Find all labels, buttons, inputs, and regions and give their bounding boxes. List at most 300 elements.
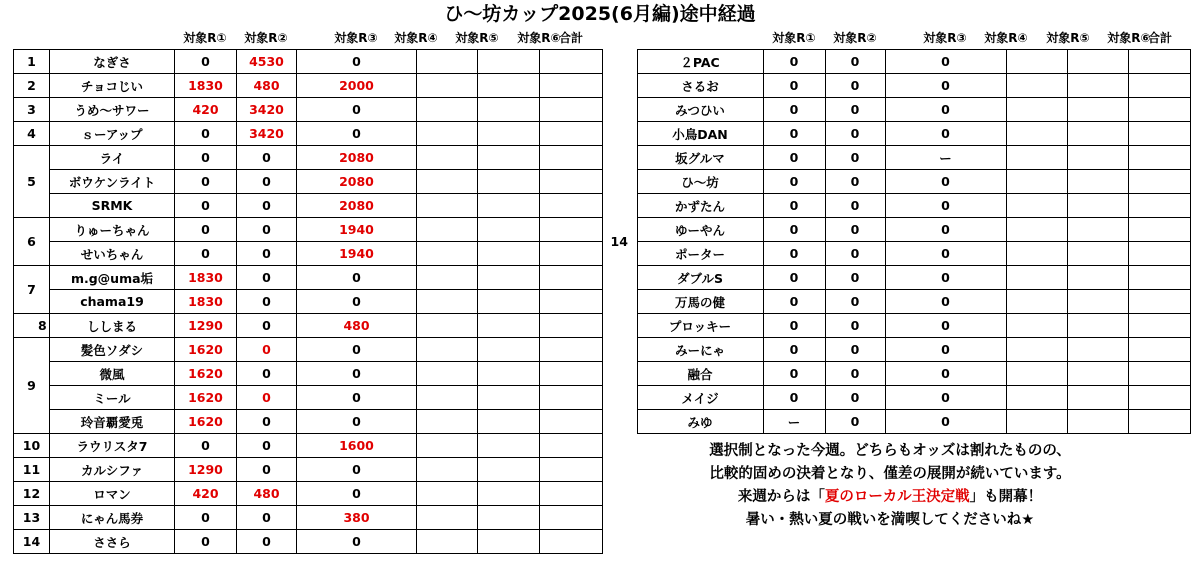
round-score: 0 — [297, 122, 417, 146]
right-header-total: 合計 — [1147, 31, 1172, 45]
player-name: みつひい — [637, 98, 763, 122]
round-score: 0 — [237, 170, 297, 194]
round-score: 0 — [237, 146, 297, 170]
rank-cell: 2 — [14, 74, 50, 98]
round-score — [478, 338, 540, 362]
round-score — [417, 194, 478, 218]
table-row — [602, 170, 1190, 194]
round-score: 0 — [885, 266, 1006, 290]
player-name: ポーター — [637, 242, 763, 266]
table-row — [14, 170, 603, 194]
round-score: 0 — [237, 530, 297, 554]
table-row — [602, 50, 1190, 74]
player-name: chama19 — [50, 290, 175, 314]
weekly-message — [605, 440, 1175, 548]
round-score — [1067, 362, 1128, 386]
round-score: 0 — [763, 146, 825, 170]
round-score: 0 — [885, 410, 1006, 434]
round-score — [1128, 74, 1190, 98]
player-name: ささら — [50, 530, 175, 554]
round-score — [417, 314, 478, 338]
rank-cell: 11 — [14, 458, 50, 482]
table-row — [14, 386, 603, 410]
rank-cell: 13 — [14, 506, 50, 530]
rank-cell: 1 — [14, 50, 50, 74]
round-score — [1067, 314, 1128, 338]
player-name: 微風 — [50, 362, 175, 386]
round-score: 0 — [175, 506, 237, 530]
round-score — [540, 242, 603, 266]
player-name: 万馬の健 — [637, 290, 763, 314]
table-row — [14, 218, 603, 242]
round-score — [1067, 290, 1128, 314]
left-header-total: 合計 — [558, 31, 583, 45]
round-score — [417, 266, 478, 290]
round-score — [478, 194, 540, 218]
round-score — [478, 362, 540, 386]
table-row — [602, 410, 1190, 434]
round-score — [1128, 290, 1190, 314]
table-row — [14, 482, 603, 506]
player-name: なぎさ — [50, 50, 175, 74]
round-score — [540, 314, 603, 338]
round-score: 0 — [175, 218, 237, 242]
round-score — [1006, 242, 1067, 266]
round-score — [478, 458, 540, 482]
player-name: 小鳥DAN — [637, 122, 763, 146]
round-score: 0 — [237, 314, 297, 338]
player-name: ダブルS — [637, 266, 763, 290]
player-name: メイジ — [637, 386, 763, 410]
table-row — [14, 242, 603, 266]
player-name: ミール — [50, 386, 175, 410]
right-header-r5: 対象R⑤ — [1046, 31, 1090, 45]
round-score: 0 — [763, 338, 825, 362]
round-score — [478, 314, 540, 338]
round-score — [540, 362, 603, 386]
table-row — [602, 266, 1190, 290]
round-score: 0 — [237, 266, 297, 290]
round-score: 0 — [297, 50, 417, 74]
round-score — [417, 338, 478, 362]
player-name: ラウリスタ7 — [50, 434, 175, 458]
round-score: 0 — [297, 362, 417, 386]
player-name: せいちゃん — [50, 242, 175, 266]
round-score — [540, 50, 603, 74]
round-score — [417, 74, 478, 98]
round-score — [540, 98, 603, 122]
round-score — [1067, 242, 1128, 266]
round-score: 0 — [825, 362, 885, 386]
round-score: 1620 — [175, 362, 237, 386]
right-header-r4: 対象R④ — [984, 31, 1028, 45]
round-score: 0 — [237, 290, 297, 314]
message-highlight: 夏のローカル王決定戦 — [824, 489, 970, 505]
player-name: ｓーアップ — [50, 122, 175, 146]
round-score: 0 — [763, 314, 825, 338]
round-score: 0 — [763, 362, 825, 386]
round-score: 0 — [175, 146, 237, 170]
message-line-3 — [605, 486, 1175, 509]
round-score — [1067, 266, 1128, 290]
round-score — [1128, 242, 1190, 266]
round-score: 0 — [825, 218, 885, 242]
round-score: 0 — [175, 194, 237, 218]
round-score — [1006, 50, 1067, 74]
left-header-r4: 対象R④ — [394, 31, 438, 45]
table-row — [14, 74, 603, 98]
round-score: 0 — [825, 98, 885, 122]
round-score: 0 — [825, 122, 885, 146]
round-score — [478, 506, 540, 530]
rank-cell: 8 — [14, 314, 50, 338]
round-score — [417, 122, 478, 146]
round-score — [1128, 314, 1190, 338]
round-score — [1128, 386, 1190, 410]
player-name: みゆ — [637, 410, 763, 434]
table-row — [602, 290, 1190, 314]
round-score — [417, 458, 478, 482]
round-score — [540, 338, 603, 362]
round-score — [417, 170, 478, 194]
message-line-4: 暑い・熱い夏の戦いを満喫してくださいね★ — [745, 512, 1035, 528]
round-score — [1067, 122, 1128, 146]
round-score: 0 — [763, 386, 825, 410]
round-score — [417, 434, 478, 458]
round-score: 480 — [297, 314, 417, 338]
player-name: SRMK — [50, 194, 175, 218]
round-score: 0 — [825, 314, 885, 338]
round-score — [540, 170, 603, 194]
player-name: にゃん馬券 — [50, 506, 175, 530]
table-row — [14, 314, 603, 338]
table-row — [14, 146, 603, 170]
round-score: 0 — [297, 386, 417, 410]
round-score — [478, 146, 540, 170]
round-score — [1067, 98, 1128, 122]
table-row — [602, 146, 1190, 170]
table-row — [602, 386, 1190, 410]
round-score: 0 — [825, 338, 885, 362]
player-name: プロッキー — [637, 314, 763, 338]
round-score: 0 — [885, 242, 1006, 266]
round-score: 0 — [763, 50, 825, 74]
round-score: 0 — [825, 290, 885, 314]
player-name: りゅーちゃん — [50, 218, 175, 242]
player-name: うめ～サワー — [50, 98, 175, 122]
round-score — [540, 434, 603, 458]
round-score: 0 — [297, 482, 417, 506]
left-header-r1: 対象R① — [183, 31, 227, 45]
round-score — [1006, 122, 1067, 146]
round-score — [540, 146, 603, 170]
round-score — [478, 386, 540, 410]
round-score: 0 — [237, 338, 297, 362]
rank-cell: 12 — [14, 482, 50, 506]
round-score: 420 — [175, 98, 237, 122]
round-score — [478, 122, 540, 146]
round-score — [1006, 290, 1067, 314]
rank-cell: 5 — [14, 146, 50, 218]
round-score: 2080 — [297, 146, 417, 170]
table-row — [602, 242, 1190, 266]
left-header-r6: 対象R⑥ — [517, 31, 561, 45]
right-header-r6: 対象R⑥ — [1107, 31, 1151, 45]
round-score — [540, 74, 603, 98]
rank-cell: 7 — [14, 266, 50, 314]
table-row — [602, 314, 1190, 338]
round-score: ー — [763, 410, 825, 434]
round-score: 0 — [763, 170, 825, 194]
round-score: 0 — [885, 314, 1006, 338]
round-score: 0 — [763, 74, 825, 98]
round-score: 0 — [885, 338, 1006, 362]
round-score — [417, 98, 478, 122]
round-score: 480 — [237, 482, 297, 506]
round-score — [540, 266, 603, 290]
round-score — [1006, 362, 1067, 386]
round-score: 0 — [763, 266, 825, 290]
round-score — [540, 410, 603, 434]
round-score: 0 — [763, 194, 825, 218]
message-line-1: 選択制となった今週。どちらもオッズは割れたものの、 — [709, 443, 1071, 459]
round-score: ー — [885, 146, 1006, 170]
player-name: m.g@uma垢 — [50, 266, 175, 290]
round-score: 0 — [885, 170, 1006, 194]
round-score: 0 — [825, 50, 885, 74]
round-score — [1067, 50, 1128, 74]
message-line-2: 比較的固めの決着となり、僅差の展開が続いています。 — [709, 466, 1071, 482]
round-score — [1067, 170, 1128, 194]
round-score: 4530 — [237, 50, 297, 74]
round-score — [1006, 266, 1067, 290]
round-score — [478, 242, 540, 266]
rank-cell: 9 — [14, 338, 50, 434]
round-score — [417, 218, 478, 242]
table-row — [14, 530, 603, 554]
round-score: 0 — [885, 74, 1006, 98]
round-score: 0 — [825, 74, 885, 98]
round-score — [1128, 266, 1190, 290]
round-score: 1940 — [297, 218, 417, 242]
table-row — [602, 218, 1190, 242]
round-score: 0 — [825, 410, 885, 434]
round-score: 1290 — [175, 314, 237, 338]
player-name: みーにゃ — [637, 338, 763, 362]
round-score — [417, 482, 478, 506]
round-score: 0 — [237, 218, 297, 242]
round-score — [1128, 50, 1190, 74]
player-name: ゆーやん — [637, 218, 763, 242]
round-score — [1067, 386, 1128, 410]
round-score: 0 — [175, 122, 237, 146]
round-score — [540, 218, 603, 242]
round-score: 0 — [237, 434, 297, 458]
round-score — [1128, 362, 1190, 386]
round-score — [540, 122, 603, 146]
round-score: 1940 — [297, 242, 417, 266]
message-line-3-pre: 来週からは「 — [737, 489, 825, 505]
round-score — [478, 434, 540, 458]
player-name: チョコじい — [50, 74, 175, 98]
round-score — [1006, 146, 1067, 170]
round-score — [1128, 218, 1190, 242]
table-row — [14, 410, 603, 434]
player-name: 坂グルマ — [637, 146, 763, 170]
rank-cell: 3 — [14, 98, 50, 122]
round-score: 0 — [825, 170, 885, 194]
rank-cell: 14 — [14, 530, 50, 554]
round-score — [1128, 170, 1190, 194]
round-score: 380 — [297, 506, 417, 530]
round-score: 1830 — [175, 266, 237, 290]
round-score: 0 — [763, 242, 825, 266]
table-row — [14, 434, 603, 458]
round-score — [417, 530, 478, 554]
round-score: 0 — [825, 266, 885, 290]
player-name: かずたん — [637, 194, 763, 218]
round-score: 1620 — [175, 338, 237, 362]
round-score: 0 — [175, 242, 237, 266]
round-score — [540, 194, 603, 218]
right-header-r3: 対象R③ — [923, 31, 967, 45]
player-name: ロマン — [50, 482, 175, 506]
round-score: 2080 — [297, 194, 417, 218]
round-score: 0 — [297, 410, 417, 434]
round-score: 0 — [763, 290, 825, 314]
round-score — [1067, 74, 1128, 98]
table-row — [14, 362, 603, 386]
player-name: ししまる — [50, 314, 175, 338]
round-score — [1128, 194, 1190, 218]
round-score: 0 — [763, 218, 825, 242]
player-name: ライ — [50, 146, 175, 170]
table-row — [602, 194, 1190, 218]
round-score: 1620 — [175, 410, 237, 434]
table-row — [14, 266, 603, 290]
page-title: ひ～坊カップ2025(6月編)途中経過 — [444, 3, 756, 25]
round-score — [1067, 194, 1128, 218]
left-header-r3: 対象R③ — [334, 31, 378, 45]
round-score: 0 — [885, 218, 1006, 242]
message-line-3-post: 」も開幕！ — [969, 489, 1043, 505]
round-score — [1067, 146, 1128, 170]
round-score — [478, 266, 540, 290]
rank-cell: 4 — [14, 122, 50, 146]
player-name: さるお — [637, 74, 763, 98]
round-score: 0 — [175, 170, 237, 194]
round-score — [478, 218, 540, 242]
round-score: 0 — [763, 122, 825, 146]
round-score: 0 — [237, 362, 297, 386]
round-score: 1620 — [175, 386, 237, 410]
round-score: 0 — [237, 506, 297, 530]
player-name: 玲音覇愛兎 — [50, 410, 175, 434]
round-score: 0 — [825, 386, 885, 410]
round-score — [1006, 410, 1067, 434]
table-row — [14, 506, 603, 530]
player-name: ２PAC — [637, 50, 763, 74]
round-score — [417, 506, 478, 530]
round-score: 0 — [885, 194, 1006, 218]
round-score — [1128, 146, 1190, 170]
rank-cell: 6 — [14, 218, 50, 266]
round-score — [1006, 194, 1067, 218]
round-score: 0 — [237, 194, 297, 218]
round-score: 0 — [297, 338, 417, 362]
right-header-r1: 対象R① — [772, 31, 816, 45]
round-score: 1830 — [175, 74, 237, 98]
table-row — [602, 122, 1190, 146]
round-score: 0 — [297, 290, 417, 314]
player-name: ボウケンライト — [50, 170, 175, 194]
round-score — [417, 146, 478, 170]
round-score: 0 — [825, 242, 885, 266]
round-score — [1128, 338, 1190, 362]
table-row — [602, 74, 1190, 98]
round-score — [1006, 74, 1067, 98]
round-score — [1067, 410, 1128, 434]
player-name: カルシファ — [50, 458, 175, 482]
round-score — [417, 242, 478, 266]
round-score — [478, 530, 540, 554]
round-score — [1128, 410, 1190, 434]
round-score — [540, 386, 603, 410]
player-name: 融合 — [637, 362, 763, 386]
round-score — [540, 530, 603, 554]
round-score — [540, 290, 603, 314]
round-score: 0 — [297, 266, 417, 290]
round-score — [417, 386, 478, 410]
round-score: 1600 — [297, 434, 417, 458]
round-score — [1006, 218, 1067, 242]
table-row — [14, 98, 603, 122]
round-score: 0 — [885, 386, 1006, 410]
round-score — [1006, 314, 1067, 338]
round-score: 0 — [885, 362, 1006, 386]
round-score: 1290 — [175, 458, 237, 482]
round-score: 0 — [885, 290, 1006, 314]
round-score: 0 — [237, 242, 297, 266]
round-score — [540, 458, 603, 482]
round-score: 0 — [237, 410, 297, 434]
round-score — [417, 410, 478, 434]
round-score — [478, 74, 540, 98]
round-score: 2000 — [297, 74, 417, 98]
round-score: 420 — [175, 482, 237, 506]
rank-cell: 10 — [14, 434, 50, 458]
round-score — [478, 50, 540, 74]
round-score — [478, 170, 540, 194]
left-header-r5: 対象R⑤ — [455, 31, 499, 45]
round-score — [1006, 338, 1067, 362]
round-score — [540, 506, 603, 530]
round-score: 0 — [885, 50, 1006, 74]
round-score: 0 — [885, 98, 1006, 122]
round-score: 480 — [237, 74, 297, 98]
round-score: 0 — [825, 146, 885, 170]
table-row — [14, 458, 603, 482]
rank-cell: 14 — [602, 50, 637, 434]
round-score: 3420 — [237, 122, 297, 146]
round-score — [1067, 218, 1128, 242]
round-score — [417, 290, 478, 314]
round-score — [1006, 170, 1067, 194]
table-row — [14, 50, 603, 74]
round-score — [478, 98, 540, 122]
round-score: 0 — [885, 122, 1006, 146]
player-name: 髪色ソダシ — [50, 338, 175, 362]
